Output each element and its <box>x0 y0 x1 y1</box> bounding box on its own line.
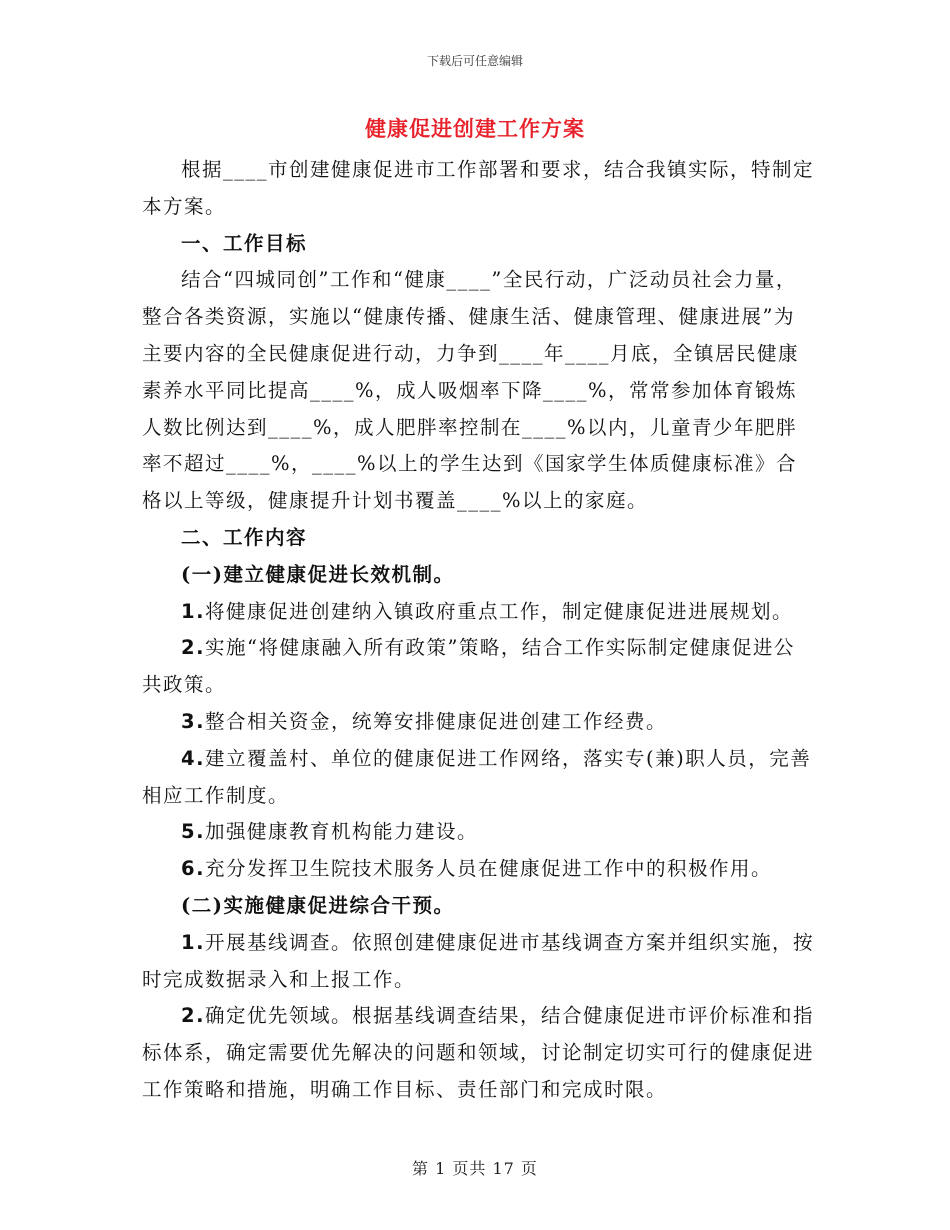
item-text: 充分发挥卫生院技术服务人员在健康促进工作中的积极作用。 <box>204 857 772 881</box>
list-item <box>142 925 814 999</box>
list-item <box>142 630 814 704</box>
item-number: 6. <box>181 857 205 881</box>
item-text: 建立覆盖村、单位的健康促进工作网络，落实专(兼)职人员，完善相应工作制度。 <box>142 746 812 807</box>
document-title: 健康促进创建工作方案 <box>365 116 585 141</box>
list-item <box>142 594 814 631</box>
subsection-heading-intervention: (二)实施健康促进综合干预。 <box>181 893 455 917</box>
item-number: 3. <box>181 709 205 733</box>
page-footer: 第 1 页共 17 页 <box>412 1159 538 1178</box>
item-text: 整合相关资金，统筹安排健康促进创建工作经费。 <box>204 709 667 733</box>
item-number: 4. <box>181 746 205 770</box>
section-heading-goals: 一、工作目标 <box>181 231 308 255</box>
item-number: 5. <box>181 820 205 844</box>
list-item <box>142 998 814 1108</box>
page-header: 下载后可任意编辑 <box>426 54 523 68</box>
section-heading-content: 二、工作内容 <box>181 525 308 549</box>
item-text: 实施“将健康融入所有政策”策略，结合工作实际制定健康促进公共政策。 <box>142 636 795 697</box>
item-text: 确定优先领域。根据基线调查结果，结合健康促进市评价标准和指标体系，确定需要优先解决的问题和领域，讨论制定切实可行的健康促进工作策略和措施，明确工作目标、责任部门和完成时限。 <box>142 1004 815 1101</box>
list-item <box>142 814 814 851</box>
goal-paragraph: 结合“四城同创”工作和“健康____”全民行动，广泛动员社会力量，整合各类资源，实施以“健康传播、健康生活、健康管理、健康进展”为主要内容的全民健康促进行动，力争到____年____月底，全镇居民健康素养水平同比提高____%，成人吸烟率下降____%，常常参加体育锻炼人数比例达到____%，成人肥胖率控制在____%以内，儿童青少年肥胖率不超过____%，____%以上的学生达到《国家学生体质健康标准》合格以上等级，健康提升计划书覆盖____%以上的家庭。 <box>142 268 800 513</box>
document-body <box>142 152 814 1109</box>
item-text: 开展基线调查。依照创建健康促进市基线调查方案并组织实施，按时完成数据录入和上报工作。 <box>142 930 814 991</box>
list-item <box>142 741 814 815</box>
item-number: 2. <box>181 636 205 660</box>
intro-paragraph: 根据____市创建健康促进市工作部署和要求，结合我镇实际，特制定本方案。 <box>142 158 815 218</box>
item-text: 加强健康教育机构能力建设。 <box>204 820 478 844</box>
item-text: 将健康促进创建纳入镇政府重点工作，制定健康促进进展规划。 <box>204 599 793 623</box>
list-item <box>142 851 814 888</box>
item-number: 1. <box>181 930 205 954</box>
item-number: 1. <box>181 599 205 623</box>
item-number: 2. <box>181 1004 205 1028</box>
list-item <box>142 704 814 741</box>
subsection-heading-mechanism: (一)建立健康促进长效机制。 <box>181 562 455 586</box>
